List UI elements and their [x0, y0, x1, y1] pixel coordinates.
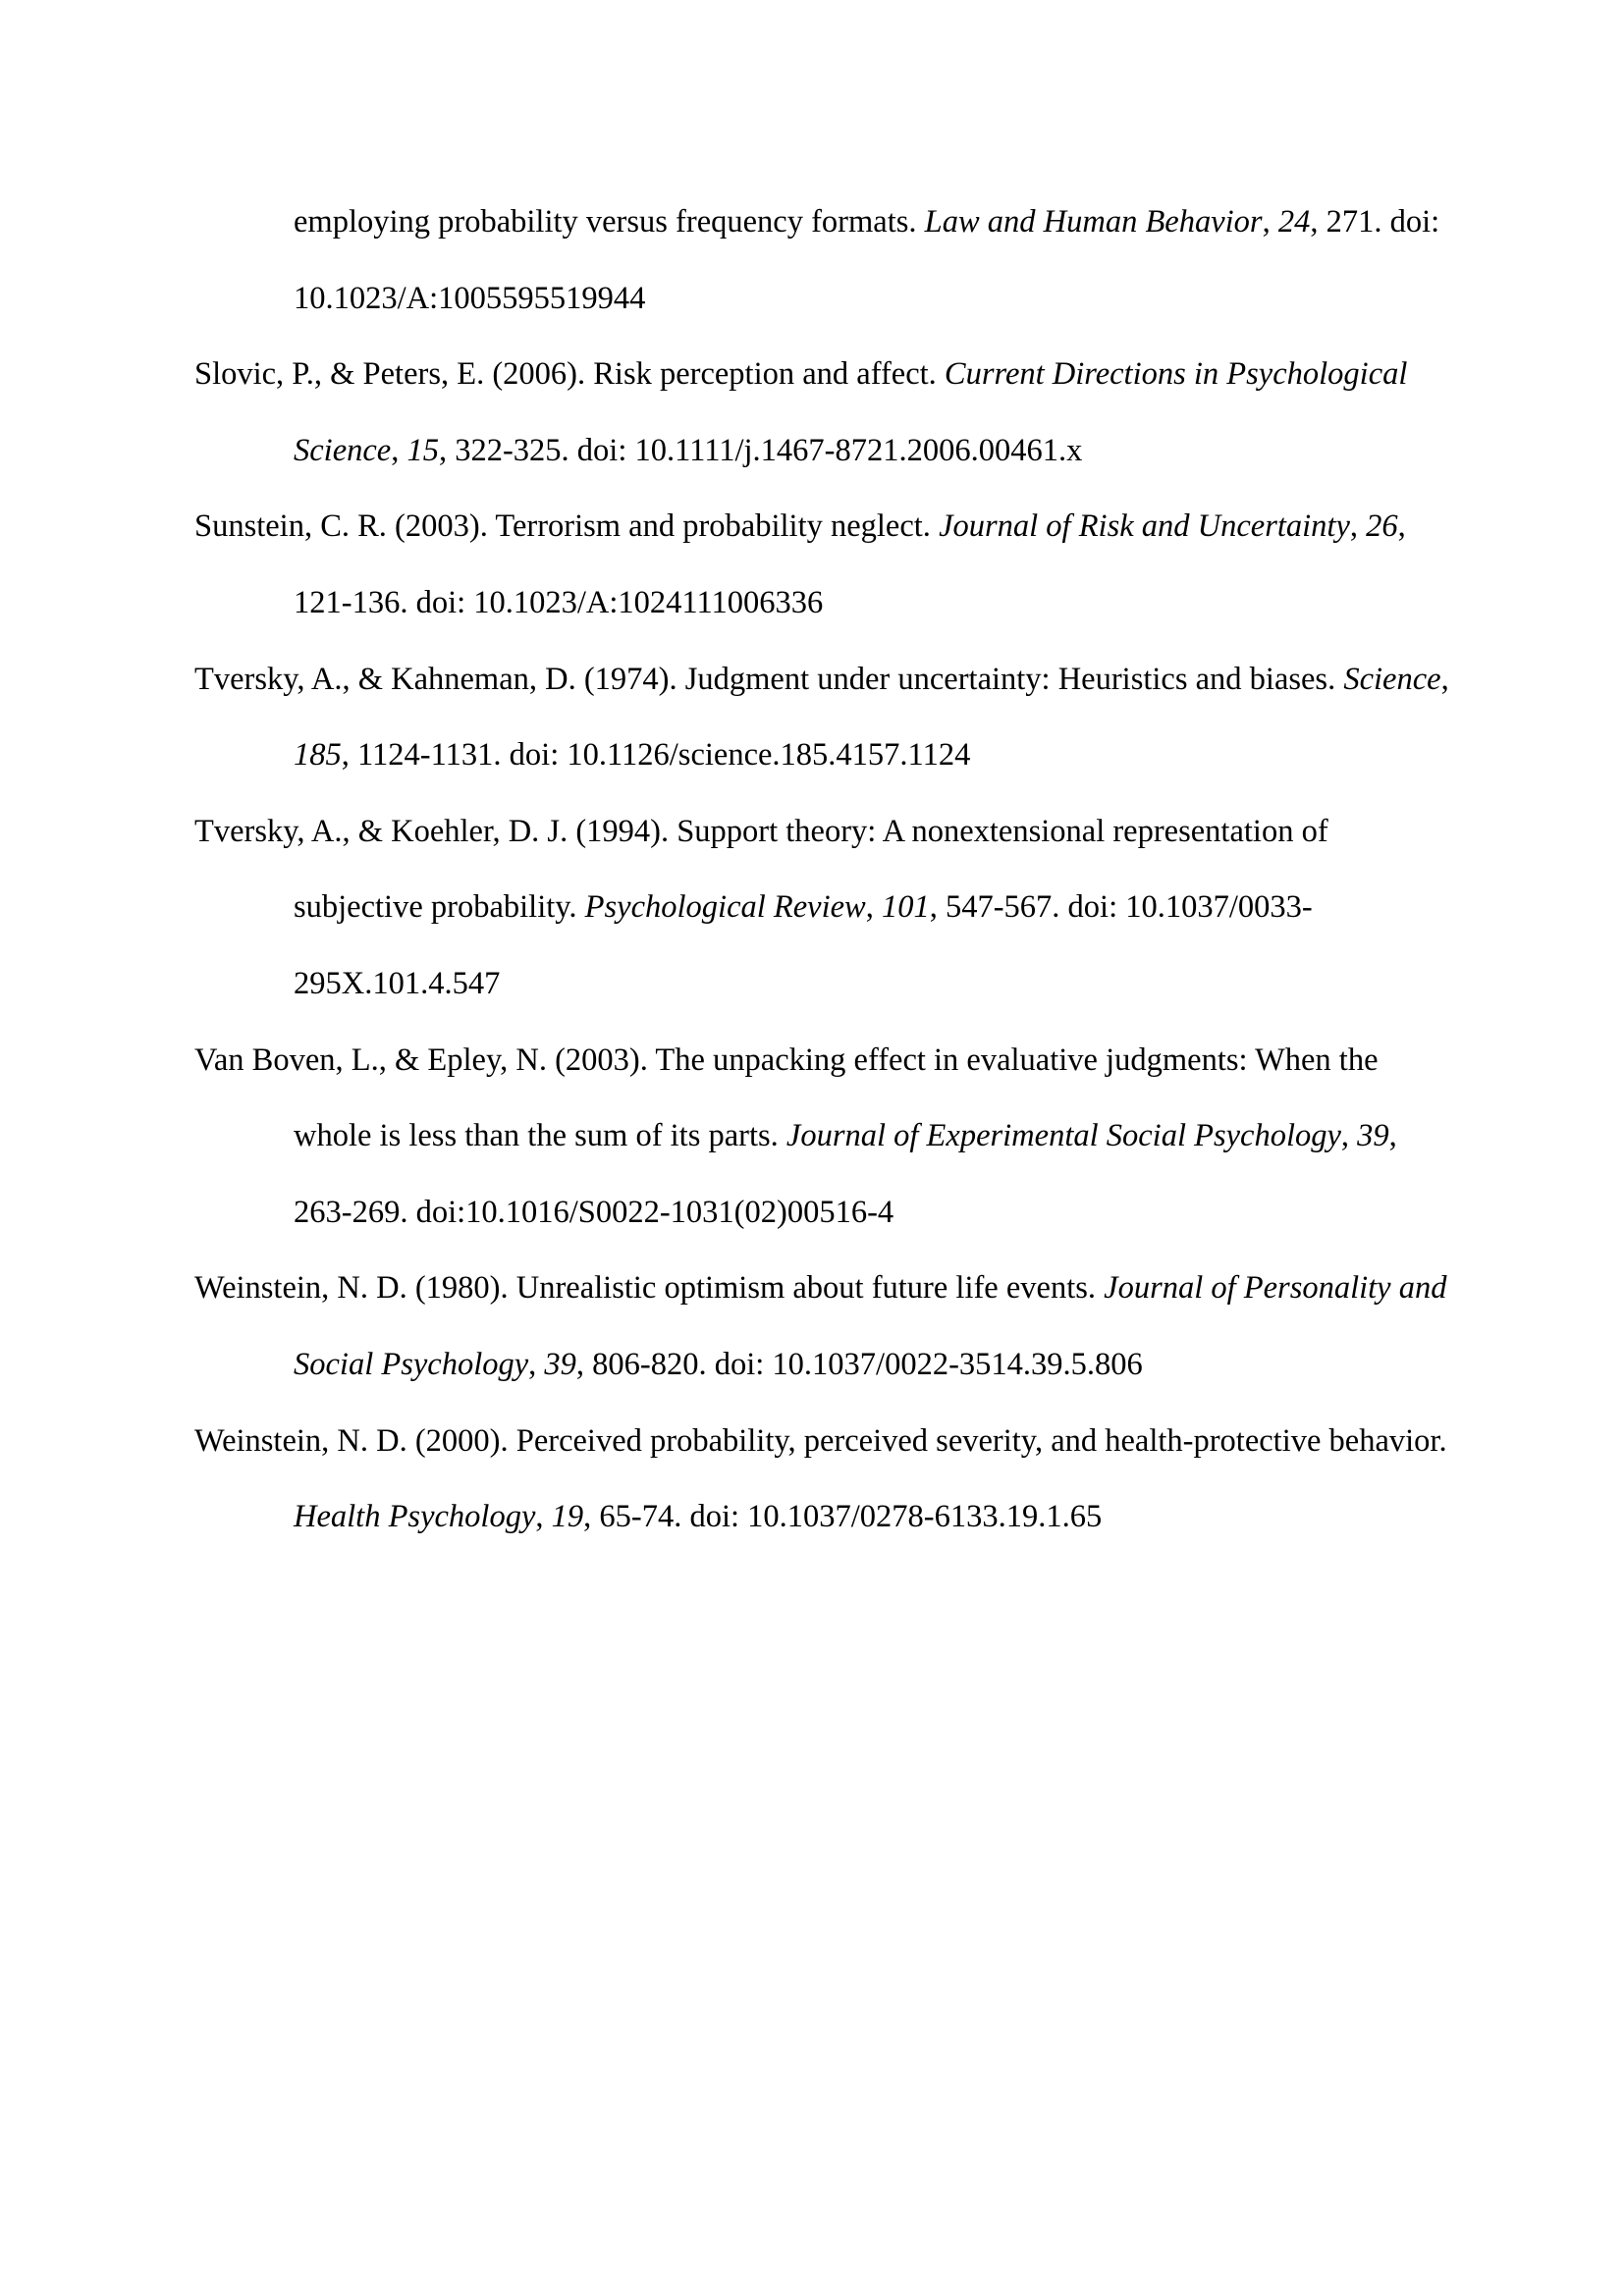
reference-entry	[194, 1404, 1461, 1556]
reference-source: Psychological Review	[584, 889, 866, 926]
reference-separator: ,	[1340, 1118, 1358, 1154]
reference-pages-doi: , 121-136. doi: 10.1023/A:1024111006336	[294, 508, 1406, 620]
reference-volume: 101	[881, 889, 930, 926]
reference-separator: ,	[1349, 508, 1367, 545]
reference-text: Weinstein, N. D. (1980). Unrealistic optimism about future life events.	[194, 1270, 1105, 1307]
reference-separator: ,	[1440, 661, 1449, 697]
reference-text: Slovic, P., & Peters, E. (2006). Risk perception and affect.	[194, 356, 945, 393]
reference-separator: ,	[865, 889, 882, 926]
reference-separator: ,	[1262, 204, 1278, 240]
reference-list	[194, 185, 1461, 1556]
reference-separator: ,	[391, 432, 407, 468]
reference-volume: 39	[1357, 1118, 1389, 1154]
reference-pages-doi: , 806-820. doi: 10.1037/0022-3514.39.5.806	[575, 1346, 1143, 1382]
reference-entry	[194, 1251, 1461, 1403]
reference-volume: 39	[544, 1346, 576, 1382]
reference-separator: ,	[528, 1346, 545, 1382]
reference-pages-doi: , 322-325. doi: 10.1111/j.1467-8721.2006.00461.x	[438, 432, 1083, 468]
reference-source: Health Psychology	[294, 1499, 536, 1535]
reference-separator: ,	[535, 1499, 552, 1535]
reference-text: Van Boven, L., & Epley, N. (2003). The unpacking effect in evaluative judgments: When the whole is less than the sum of its parts.	[194, 1041, 1379, 1154]
reference-volume: 26	[1366, 508, 1398, 545]
reference-volume: 15	[406, 432, 439, 468]
reference-volume: 185	[294, 737, 342, 774]
reference-pages-doi: , 65-74. doi: 10.1037/0278-6133.19.1.65	[583, 1499, 1103, 1535]
reference-text: employing probability versus frequency formats.	[294, 204, 925, 240]
reference-text: Sunstein, C. R. (2003). Terrorism and probability neglect.	[194, 508, 940, 545]
reference-entry	[194, 337, 1461, 489]
reference-source: Law and Human Behavior	[924, 204, 1263, 240]
reference-entry	[194, 642, 1461, 794]
reference-source: Journal of Personality and Social Psychology	[294, 1270, 1447, 1382]
reference-volume: 24	[1277, 204, 1311, 240]
reference-source: Current Directions in Psychological Science	[294, 356, 1408, 468]
reference-pages-doi: , 547-567. doi: 10.1037/0033-295X.101.4.547	[294, 889, 1313, 1001]
reference-entry-continued	[194, 185, 1461, 337]
reference-text: Tversky, A., & Kahneman, D. (1974). Judgment under uncertainty: Heuristics and biases.	[194, 661, 1344, 697]
reference-entry	[194, 794, 1461, 1023]
reference-source: Journal of Risk and Uncertainty	[939, 508, 1350, 545]
reference-pages-doi: , 1124-1131. doi: 10.1126/science.185.4157.1124	[341, 737, 971, 774]
reference-entry	[194, 1023, 1461, 1252]
reference-entry	[194, 489, 1461, 641]
reference-pages-doi: , 271. doi: 10.1023/A:1005595519944	[294, 204, 1440, 316]
reference-source: Science	[1343, 661, 1441, 697]
reference-text: Tversky, A., & Koehler, D. J. (1994). Support theory: A nonextensional representation of subjective probability.	[194, 813, 1328, 926]
reference-text: Weinstein, N. D. (2000). Perceived probability, perceived severity, and health-protective behavior.	[194, 1422, 1447, 1459]
reference-pages-doi: , 263-269. doi:10.1016/S0022-1031(02)00516-4	[294, 1118, 1397, 1230]
reference-source: Journal of Experimental Social Psychology	[785, 1118, 1341, 1154]
reference-volume: 19	[551, 1499, 584, 1535]
